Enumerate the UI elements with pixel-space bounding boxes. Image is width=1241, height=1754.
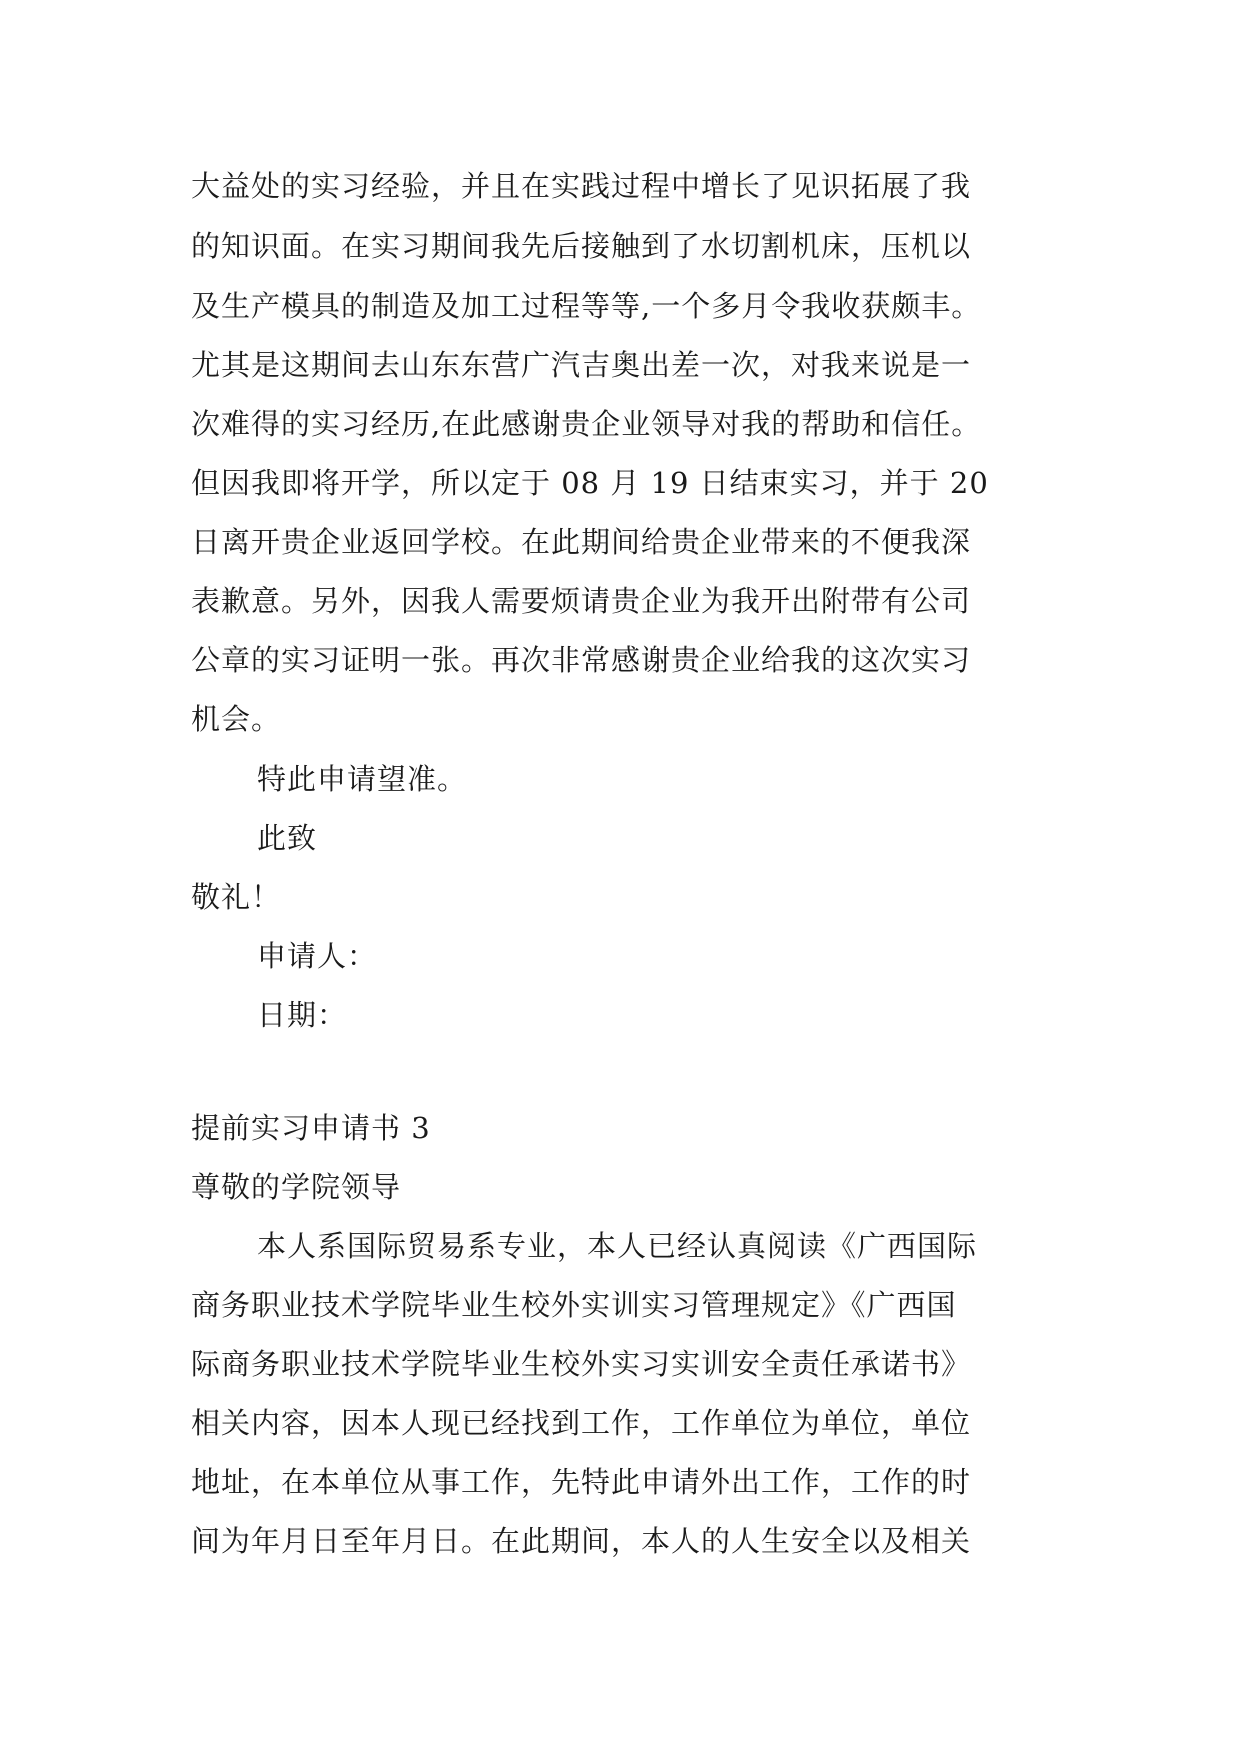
salutation-line: 敬礼！ bbox=[191, 880, 282, 914]
body-line: 但因我即将开学，所以定于 08 月 19 日结束实习，并于 20 bbox=[191, 466, 989, 500]
applicant-label: 申请人： bbox=[257, 939, 378, 973]
section-title: 提前实习申请书 3 bbox=[191, 1111, 431, 1145]
body-line: 相关内容，因本人现已经找到工作，工作单位为单位，单位 bbox=[191, 1406, 972, 1440]
date-label: 日期： bbox=[257, 998, 348, 1032]
body-line: 的知识面。在实习期间我先后接触到了水切割机床，压机以 bbox=[191, 229, 972, 263]
body-line: 机会。 bbox=[191, 702, 282, 736]
body-line: 地址，在本单位从事工作，先特此申请外出工作，工作的时 bbox=[191, 1465, 972, 1499]
body-line: 尤其是这期间去山东东营广汽吉奥出差一次，对我来说是一 bbox=[191, 348, 972, 382]
body-line: 日离开贵企业返回学校。在此期间给贵企业带来的不便我深 bbox=[191, 525, 972, 559]
body-line: 次难得的实习经历,在此感谢贵企业领导对我的帮助和信任。 bbox=[191, 407, 982, 441]
closing-line: 特此申请望准。 bbox=[257, 762, 468, 796]
body-line: 际商务职业技术学院毕业生校外实习实训安全责任承诺书》 bbox=[191, 1347, 972, 1381]
body-line: 商务职业技术学院毕业生校外实训实习管理规定》《广西国 bbox=[191, 1288, 957, 1322]
body-line: 公章的实习证明一张。再次非常感谢贵企业给我的这次实习 bbox=[191, 643, 972, 677]
salutation-line: 此致 bbox=[257, 821, 318, 855]
addressee: 尊敬的学院领导 bbox=[191, 1170, 402, 1204]
body-line: 间为年月日至年月日。在此期间，本人的人生安全以及相关 bbox=[191, 1524, 972, 1558]
body-line: 表歉意。另外，因我人需要烦请贵企业为我开出附带有公司 bbox=[191, 584, 972, 618]
body-line: 大益处的实习经验，并且在实践过程中增长了见识拓展了我 bbox=[191, 169, 972, 203]
body-line: 及生产模具的制造及加工过程等等,一个多月令我收获颇丰。 bbox=[191, 289, 982, 323]
body-line: 本人系国际贸易系专业，本人已经认真阅读《广西国际 bbox=[257, 1229, 978, 1263]
